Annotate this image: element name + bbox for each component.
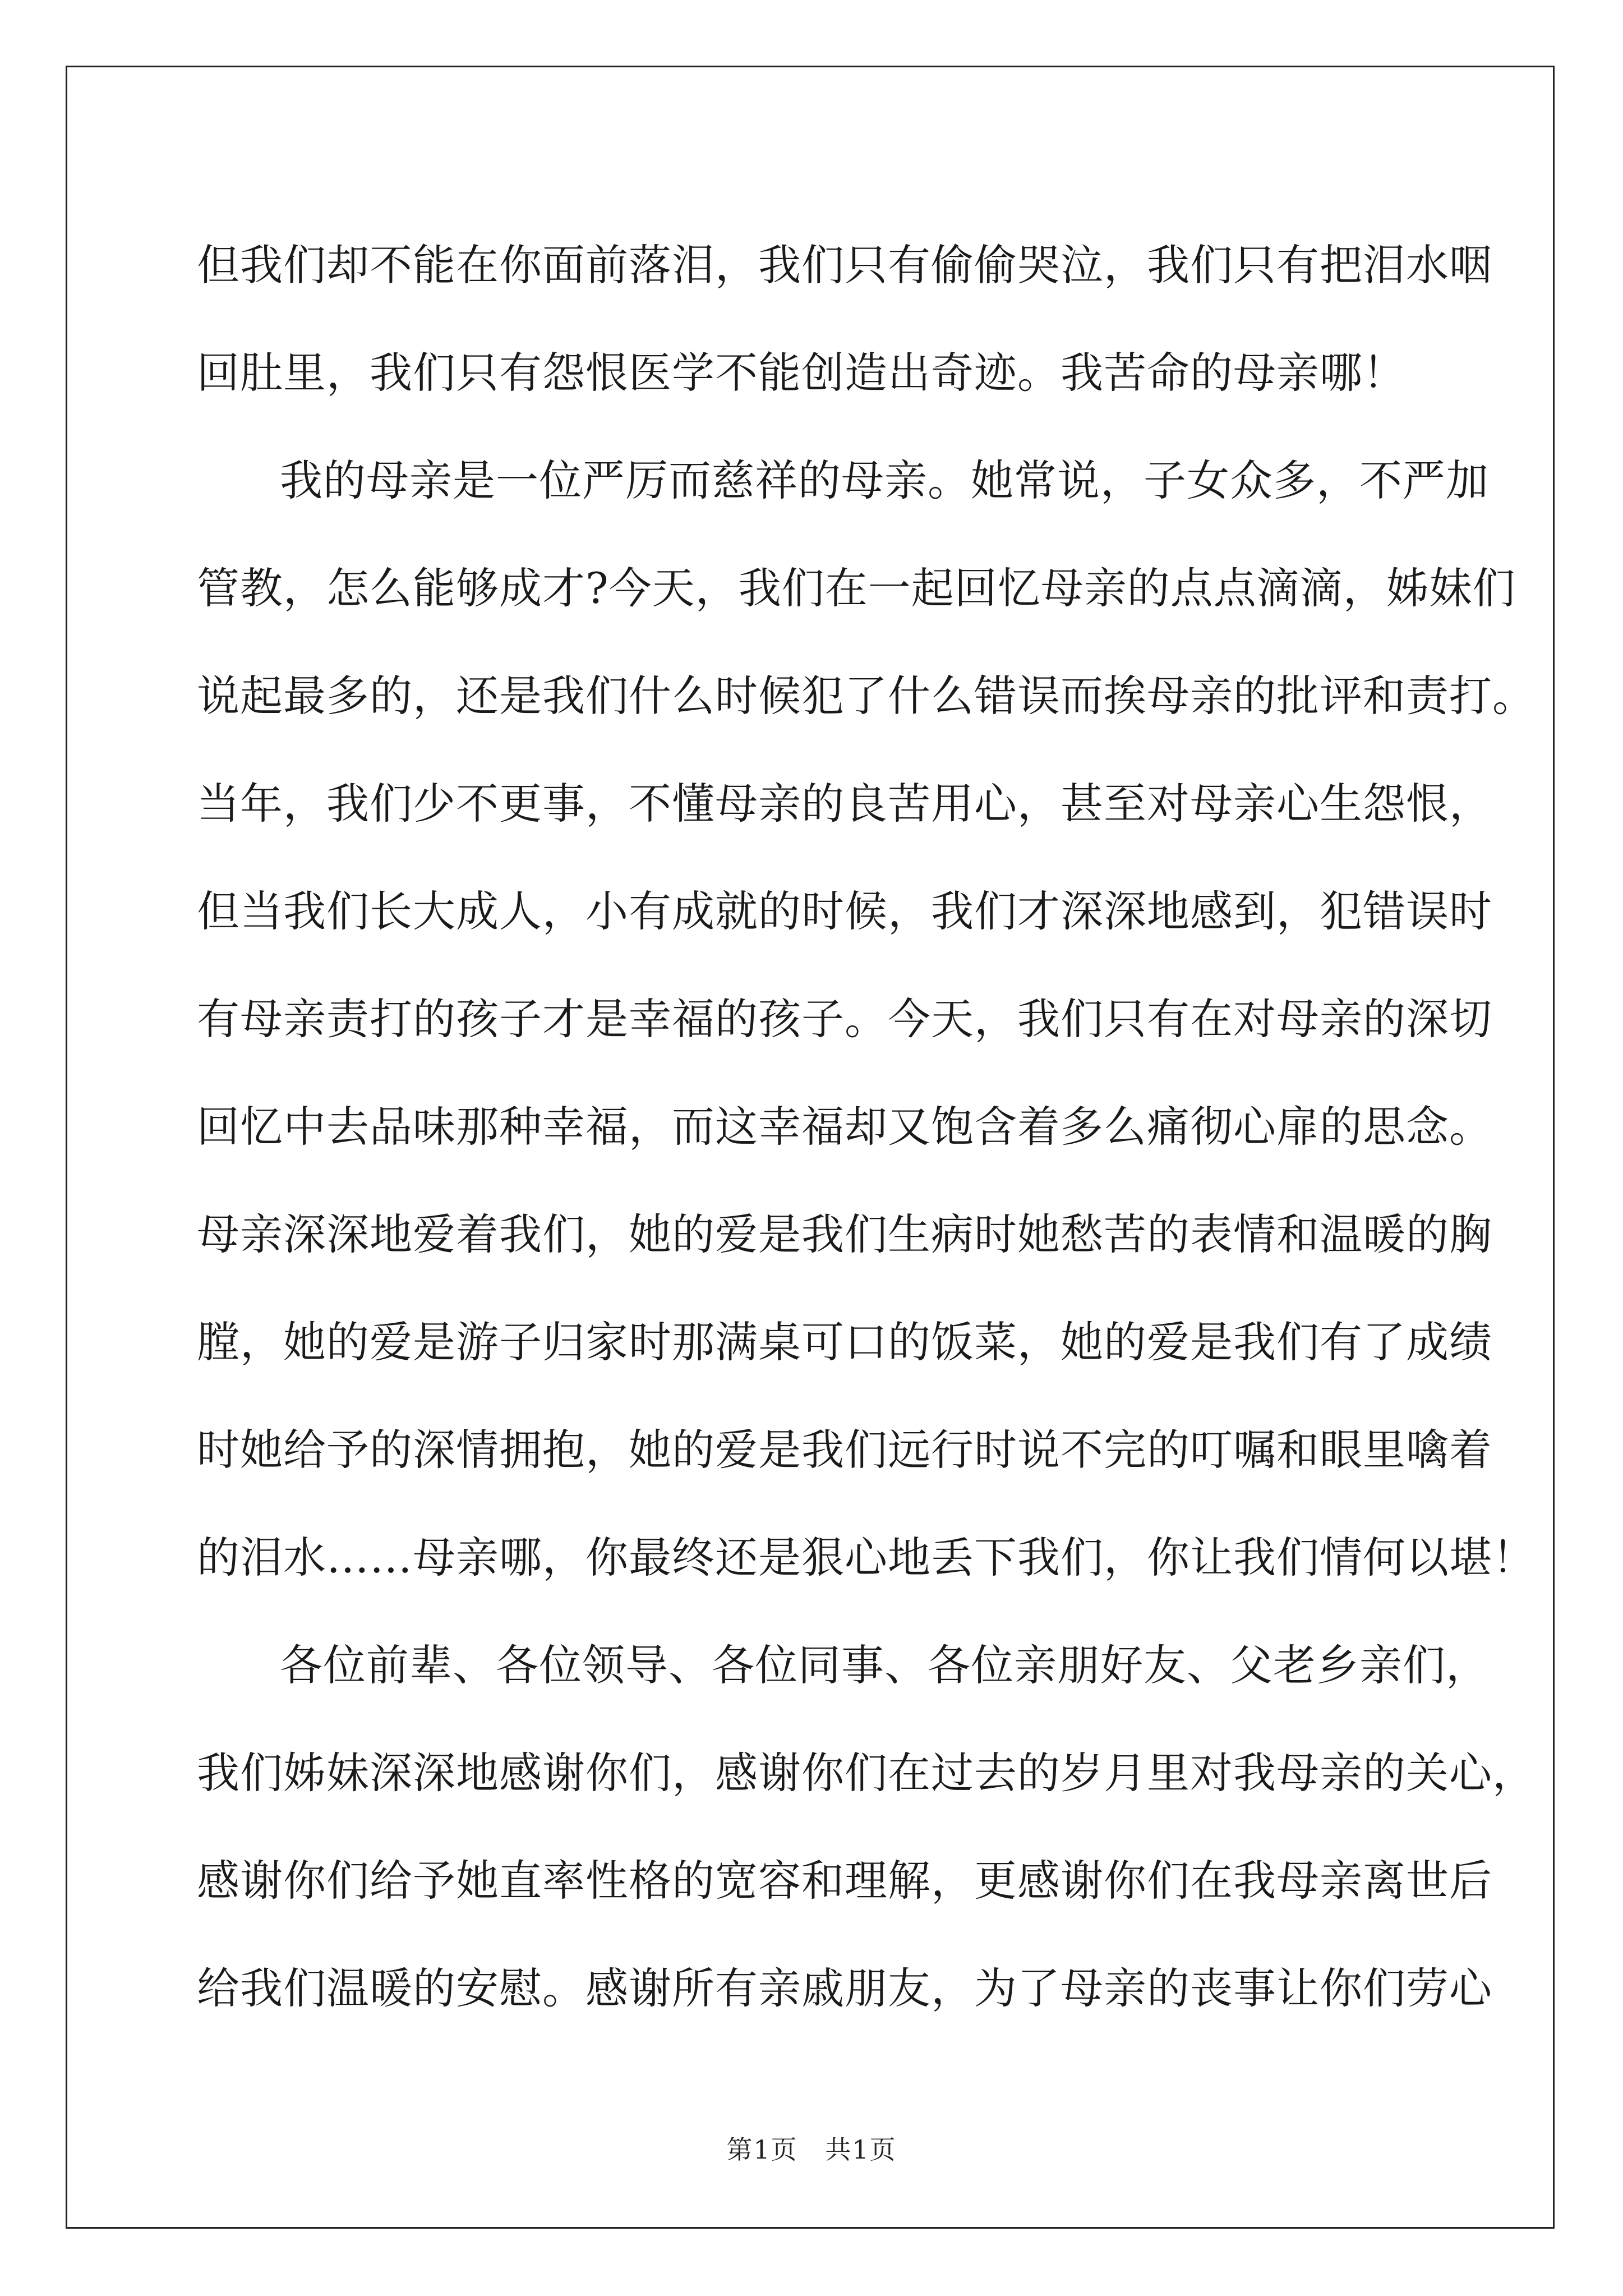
page-number-total: 共1页 (825, 2134, 897, 2165)
page-number-current: 第1页 (726, 2134, 798, 2165)
page-footer (0, 2129, 1623, 2166)
text-line: 母亲深深地爱着我们，她的爱是我们生病时她愁苦的表情和温暖的胸 (197, 1209, 1492, 1259)
text-line: 膛，她的爱是游子归家时那满桌可口的饭菜，她的爱是我们有了成绩 (197, 1317, 1492, 1367)
text-line: 但我们却不能在你面前落泪，我们只有偷偷哭泣，我们只有把泪水咽 (197, 240, 1492, 290)
text-line: 感谢你们给予她直率性格的宽容和理解，更感谢你们在我母亲离世后 (197, 1855, 1492, 1906)
text-line: 管教，怎么能够成才?今天，我们在一起回忆母亲的点点滴滴，姊妹们 (197, 563, 1516, 613)
text-line: 回肚里，我们只有怨恨医学不能创造出奇迹。我苦命的母亲哪！ (197, 347, 1406, 398)
text-line: 但当我们长大成人，小有成就的时候，我们才深深地感到，犯错误时 (197, 886, 1492, 936)
text-line: 有母亲责打的孩子才是幸福的孩子。今天，我们只有在对母亲的深切 (197, 993, 1492, 1044)
text-line: 的泪水……母亲哪，你最终还是狠心地丢下我们，你让我们情何以堪！ (197, 1532, 1536, 1582)
text-line: 当年，我们少不更事，不懂母亲的良苦用心，甚至对母亲心生怨恨， (197, 778, 1492, 829)
text-line: 回忆中去品味那种幸福，而这幸福却又饱含着多么痛彻心扉的思念。 (197, 1101, 1492, 1152)
text-line: 我们姊妹深深地感谢你们，感谢你们在过去的岁月里对我母亲的关心， (197, 1747, 1536, 1798)
paragraph-start-line: 我的母亲是一位严厉而慈祥的母亲。她常说，子女众多，不严加 (280, 455, 1489, 505)
text-line: 给我们温暖的安慰。感谢所有亲戚朋友，为了母亲的丧事让你们劳心 (197, 1963, 1492, 2013)
paragraph-start-line: 各位前辈、各位领导、各位同事、各位亲朋好友、父老乡亲们， (280, 1640, 1489, 1690)
text-line: 时她给予的深情拥抱，她的爱是我们远行时说不完的叮嘱和眼里噙着 (197, 1424, 1492, 1475)
document-body (197, 208, 1536, 2039)
text-line: 说起最多的，还是我们什么时候犯了什么错误而挨母亲的批评和责打。 (197, 670, 1536, 721)
